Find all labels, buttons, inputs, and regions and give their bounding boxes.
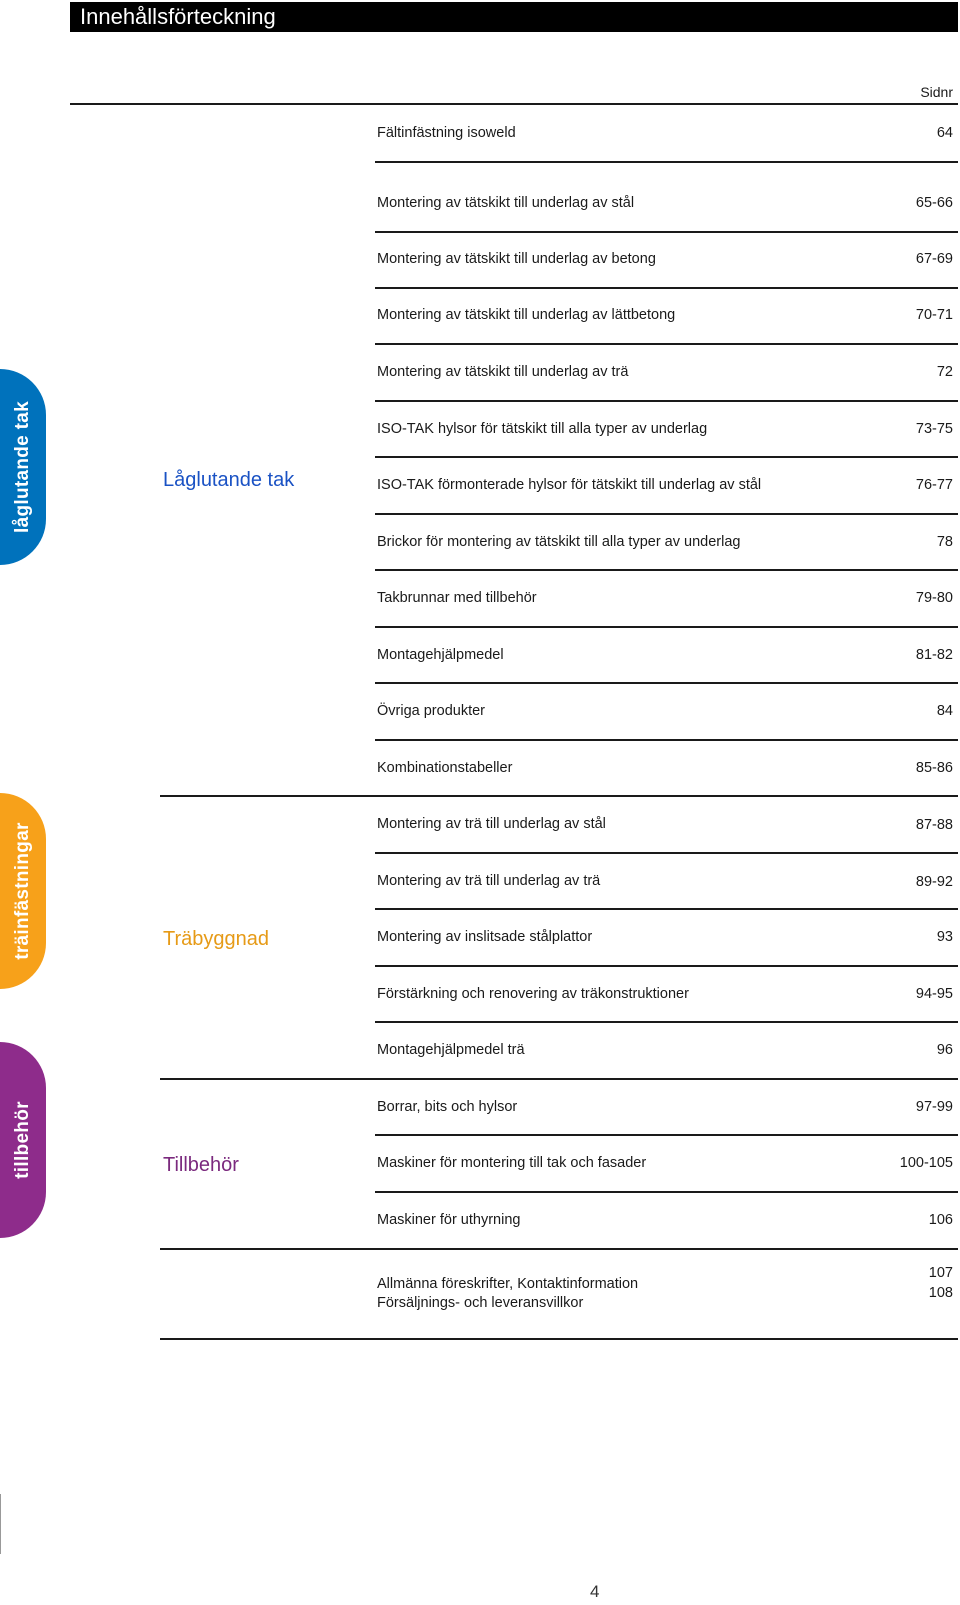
toc-page-8: 78 bbox=[936, 534, 953, 550]
entry-rule bbox=[375, 569, 958, 571]
entry-rule bbox=[375, 287, 958, 289]
toc-entry-12[interactable]: Kombinationstabeller bbox=[377, 760, 513, 776]
tab-laglutande-tak[interactable] bbox=[0, 369, 46, 565]
toc-entry-general-2[interactable]: Försäljnings- och leveransvillkor bbox=[377, 1295, 584, 1311]
toc-page-general-1: 107 bbox=[928, 1265, 953, 1281]
toc-entry-11[interactable]: Övriga produkter bbox=[377, 703, 485, 719]
toc-page-9: 79-80 bbox=[915, 590, 953, 606]
toc-page-14: 89-92 bbox=[915, 874, 953, 890]
toc-page-17: 96 bbox=[936, 1042, 953, 1058]
section-rule bbox=[160, 795, 958, 797]
page-column-label: Sidnr bbox=[920, 84, 953, 100]
entry-rule bbox=[375, 1021, 958, 1023]
toc-entry-2[interactable]: Montering av tätskikt till underlag av stål bbox=[377, 195, 635, 211]
entry-rule bbox=[375, 231, 958, 233]
toc-entry-general-1[interactable]: Allmänna föreskrifter, Kontaktinformation bbox=[377, 1276, 639, 1292]
entry-rule bbox=[375, 739, 958, 741]
tab-label-trainfastningar: träinfästningar bbox=[12, 822, 33, 960]
toc-page-10: 81-82 bbox=[915, 647, 953, 663]
toc-page-general-2: 108 bbox=[928, 1285, 953, 1301]
section-rule bbox=[160, 1338, 958, 1340]
entry-rule bbox=[375, 400, 958, 402]
title-bar bbox=[70, 2, 958, 32]
toc-page-6: 73-75 bbox=[915, 421, 953, 437]
toc-page-15: 93 bbox=[936, 929, 953, 945]
toc-entry-5[interactable]: Montering av tätskikt till underlag av trä bbox=[377, 364, 629, 380]
entry-rule bbox=[375, 682, 958, 684]
tab-trainfastningar[interactable] bbox=[0, 793, 46, 989]
toc-entry-4[interactable]: Montering av tätskikt till underlag av lättbetong bbox=[377, 307, 676, 323]
page-number: 4 bbox=[590, 1582, 600, 1601]
section-label-laglutande-tak: Låglutande tak bbox=[163, 469, 295, 491]
toc-entry-13[interactable]: Montering av trä till underlag av stål bbox=[377, 816, 606, 832]
entry-rule bbox=[375, 161, 958, 163]
toc-entry-6[interactable]: ISO-TAK hylsor för tätskikt till alla typer av underlag bbox=[377, 421, 708, 437]
tab-tillbehor[interactable] bbox=[0, 1042, 46, 1238]
entry-rule bbox=[375, 965, 958, 967]
toc-entry-1[interactable]: Fältinfästning isoweld bbox=[377, 125, 516, 141]
toc-page-5: 72 bbox=[936, 364, 953, 380]
toc-page-11: 84 bbox=[936, 703, 953, 719]
section-label-tillbehor: Tillbehör bbox=[163, 1154, 239, 1176]
toc-entry-7[interactable]: ISO-TAK förmonterade hylsor för tätskikt till underlag av stål bbox=[377, 477, 762, 493]
toc-entry-20[interactable]: Maskiner för uthyrning bbox=[377, 1212, 521, 1228]
section-rule bbox=[160, 1078, 958, 1080]
toc-entry-14[interactable]: Montering av trä till underlag av trä bbox=[377, 873, 601, 889]
entry-rule bbox=[375, 456, 958, 458]
toc-entry-9[interactable]: Takbrunnar med tillbehör bbox=[377, 590, 537, 606]
entry-rule bbox=[375, 513, 958, 515]
entry-rule bbox=[375, 1191, 958, 1193]
toc-page-18: 97-99 bbox=[915, 1099, 953, 1115]
entry-rule bbox=[375, 343, 958, 345]
toc-entry-18[interactable]: Borrar, bits och hylsor bbox=[377, 1099, 518, 1115]
toc-page-12: 85-86 bbox=[915, 760, 953, 776]
toc-page-7: 76-77 bbox=[915, 477, 953, 493]
toc-page-13: 87-88 bbox=[915, 817, 953, 833]
section-label-trabyggnad: Träbyggnad bbox=[163, 928, 269, 950]
toc-entry-19[interactable]: Maskiner för montering till tak och fasader bbox=[377, 1155, 647, 1171]
toc-page-19: 100-105 bbox=[899, 1155, 953, 1171]
toc-page-20: 106 bbox=[928, 1212, 953, 1228]
toc-page-3: 67-69 bbox=[915, 251, 953, 267]
toc-entry-3[interactable]: Montering av tätskikt till underlag av betong bbox=[377, 251, 656, 267]
toc-page-2: 65-66 bbox=[915, 195, 953, 211]
toc-entry-15[interactable]: Montering av inslitsade stålplattor bbox=[377, 929, 593, 945]
section-rule bbox=[160, 1248, 958, 1250]
toc-entry-8[interactable]: Brickor för montering av tätskikt till alla typer av underlag bbox=[377, 534, 741, 550]
toc-page-1: 64 bbox=[936, 125, 953, 141]
entry-rule bbox=[375, 1134, 958, 1136]
toc-entry-10[interactable]: Montagehjälpmedel bbox=[377, 647, 504, 663]
tab-label-laglutande-tak: låglutande tak bbox=[12, 401, 33, 533]
entry-rule bbox=[375, 626, 958, 628]
toc-entry-16[interactable]: Förstärkning och renovering av träkonstruktioner bbox=[377, 986, 689, 1002]
toc-page-16: 94-95 bbox=[915, 986, 953, 1002]
toc-entry-17[interactable]: Montagehjälpmedel trä bbox=[377, 1042, 525, 1058]
header-rule bbox=[70, 103, 958, 105]
tab-label-tillbehor: tillbehör bbox=[12, 1101, 33, 1179]
entry-rule bbox=[375, 852, 958, 854]
page-title: Innehållsförteckning bbox=[80, 4, 276, 29]
toc-page-4: 70-71 bbox=[915, 307, 953, 323]
margin-line bbox=[0, 1494, 1, 1554]
entry-rule bbox=[375, 908, 958, 910]
